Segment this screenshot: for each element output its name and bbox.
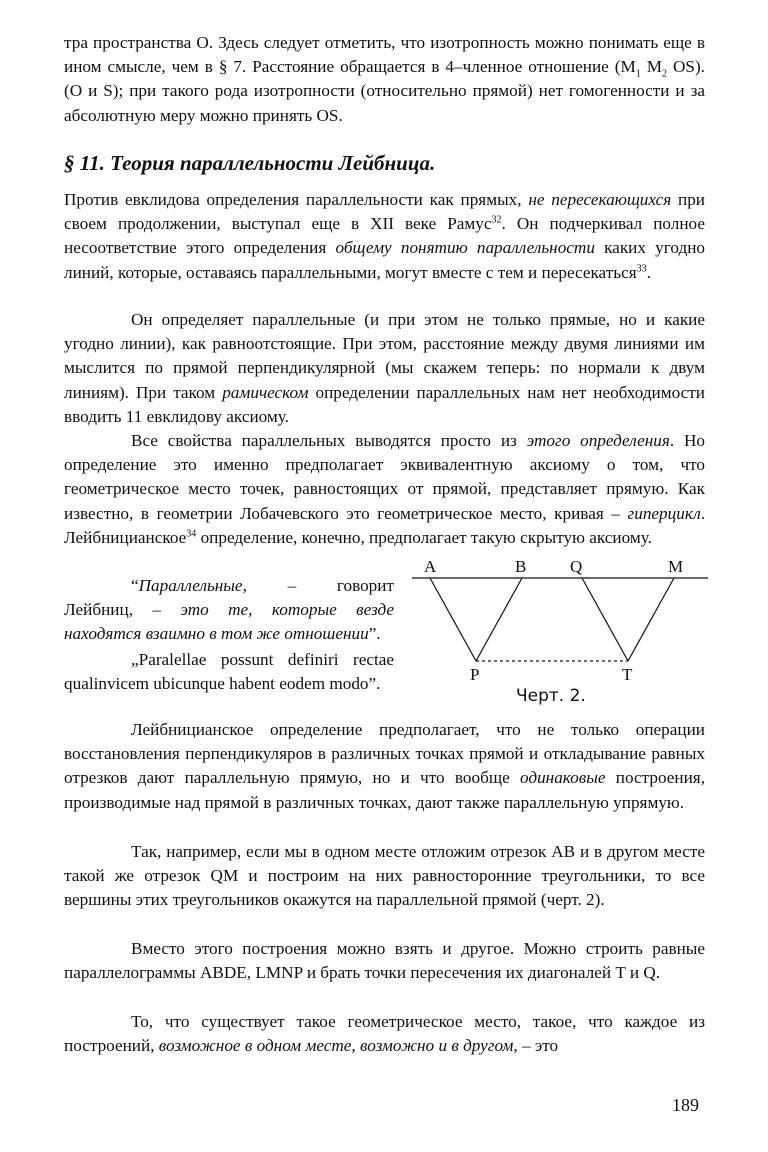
segment-q-t	[582, 578, 628, 661]
paragraph-2: Он определяет параллельные (и при этом не только прямые, но и какие угодно линии), как равноотстоящие. При этом, расстояние между двумя линиями им мыслится по прямой перпендикулярной (мы скажем теперь: по нормали к двум линиям). При таком рамическом определении параллельных нам нет необходимости вводить 11 евклидову аксиому.	[64, 310, 705, 426]
paragraph-4-quote: “Параллельные, – говорит Лейбниц, – это те, которые везде находятся взаимно в том же отношении”.	[64, 576, 394, 644]
paragraph-1: Против евклидова определения параллельности как прямых, не пересекающихся при своем продолжении, выступал еще в XII веке Рамус$^{32}$. Он подчеркивал полное несоответствие этого определения общему понятию параллельности каких угодно линий, которые, оставаясь параллельными, могут вместе с тем и пересекаться$^{33}$.	[64, 190, 705, 282]
segment-t-m	[628, 578, 674, 661]
paragraph-continued: тра пространства О. Здесь следует отметить, что изотропность можно понимать еще в ином смысле, чем в § 7. Расстояние обращается в 4–членное отношение ($M_1$ $M_2$ OS). (O и S); при такого рода изотропности (относительно прямой) нет гомогенности и за абсолютную меру можно принять OS.	[64, 33, 705, 125]
label-a: A	[424, 557, 437, 576]
label-p: P	[470, 665, 480, 684]
paragraph-5-latin: „Paralellae possunt definiri rectae qualinvicem ubicunque habent eodem modo”.	[64, 650, 394, 694]
label-b: B	[515, 557, 527, 576]
segment-p-b	[476, 578, 522, 661]
label-q: Q	[570, 557, 583, 576]
figure-caption: Черт. 2.	[516, 686, 586, 706]
footnote-ref: 32	[491, 214, 502, 226]
paragraph-8: Вместо этого построения можно взять и другое. Можно строить равные параллелограммы ABDE, LMNP и брать точки пересечения их диагоналей T и Q.	[64, 939, 705, 983]
segment-a-p	[430, 578, 476, 661]
paragraph-7: Так, например, если мы в одном месте отложим отрезок AB и в другом месте такой же отрезок QM и построим на них равносторонние треугольники, то все вершины этих треугольников окажутся на параллельной прямой (черт. 2).	[64, 842, 705, 910]
figure-2	[412, 553, 708, 706]
paragraph-3: Все свойства параллельных выводятся просто из этого определения. Но определение это именно предполагает эквивалентную аксиому о том, что геометрическое место точек, равностоящих от прямой, представляет прямую. Как известно, в геометрии Лобачевского это геометрическое место, кривая – гиперцикл. Лейбницианское$^{34}$ определение, конечно, предполагает такую скрытую аксиому.	[64, 431, 705, 547]
label-m: M	[668, 557, 684, 576]
figure-2-drawing	[412, 553, 708, 703]
page-number: 189	[672, 1095, 699, 1115]
paragraph-9: То, что существует такое геометрическое место, такое, что каждое из построений, возможное в одном месте, возможно и в другом, – это	[64, 1012, 705, 1056]
footnote-ref: 33	[636, 262, 647, 274]
label-t: T	[622, 665, 633, 684]
paragraph-6: Лейбницианское определение предполагает, что не только операции восстановления перпендикуляров в различных точках прямой и откладывание равных отрезков дают параллельную прямую, но и что вообще одинаковые построения, производимые над прямой в различных точках, дают также параллельную упрямую.	[64, 720, 705, 812]
footnote-ref: 34	[186, 528, 197, 540]
section-heading: § 11. Теория параллельности Лейбница.	[64, 151, 436, 175]
